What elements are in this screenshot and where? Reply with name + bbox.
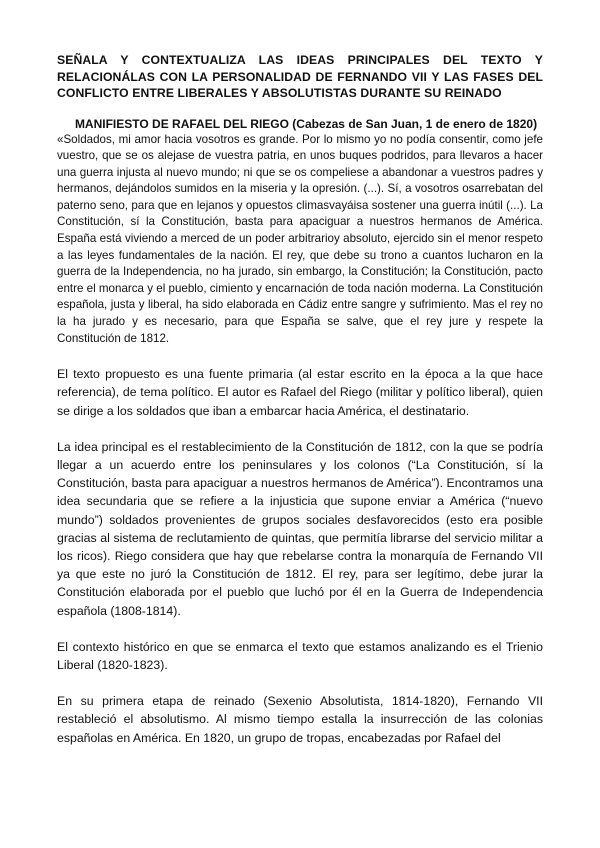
paragraph-reign: En su primera etapa de reinado (Sexenio Absolutista, 1814-1820), Fernando VII restableció el absolutismo. Al mismo tiempo estalla la insurrección de las colonias españolas en América. En 1820, un grupo de tropas, encabezadas por Rafael del <box>57 694 543 745</box>
document-title: SEÑALA Y CONTEXTUALIZA LAS IDEAS PRINCIPALES DEL TEXTO Y RELACIONÁLAS CON LA PERSONALIDAD DE FERNANDO VII Y LAS FASES DEL CONFLICTO ENTRE LIBERALES Y ABSOLUTISTAS DURANTE SU REINADO <box>57 53 543 100</box>
paragraph-context: El contexto histórico en que se enmarca el texto que estamos analizando es el Trienio Liberal (1820-1823). <box>57 639 543 673</box>
paragraph-source: El texto propuesto es una fuente primaria (al estar escrito en la época a la que hace referencia), de tema político. El autor es Rafael del Riego (militar y político liberal), quien se dirige a los soldados que iban a embarcar hacia América, el destinatario. <box>57 367 543 418</box>
paragraph-main-idea: La idea principal es el restablecimiento de la Constitución de 1812, con la que se podría llegar a un acuerdo entre los peninsulares y los colonos (“La Constitución, sí la Constitución, basta para apaciguar a nuestros hermanos de América”). Encontramos una idea secundaria que se refiere a la injusticia que supone enviar a América (“nuevo mundo”) soldados provenientes de grupos sociales desfavorecidos (esto era posible gracias al sistema de reclutamiento de quintas, que permitía librarse del servicio militar a los ricos). Riego considera que hay que rebelarse contra la monarquía de Fernando VII ya que este no juró la Constitución de 1812. El rey, para ser legítimo, debe jurar la Constitución elaborada por el pueblo que luchó por él en la Guerra de Independencia española (1808-1814). <box>57 439 543 618</box>
manifesto-heading: MANIFIESTO DE RAFAEL DEL RIEGO (Cabezas de San Juan, 1 de enero de 1820) <box>74 116 538 131</box>
document-page <box>57 52 543 765</box>
manifesto-quote: «Soldados, mi amor hacia vosotros es grande. Por lo mismo yo no podía consentir, como jefe vuestro, que se os alejase de vuestra patria, en unos buques podridos, para llevaros a hacer una guerra injusta al nuevo mundo; ni que se os compeliese a abandonar a vuestros padres y hermanos, dejándolos sumidos en la miseria y la opresión. (...). Sí, a vosotros osarrebatan del paterno seno, para que en lejanos y opuestos climasvayáisa sostener una guerra inútil (...). La Constitución, sí la Constitución, basta para apaciguar a nuestros hermanos de América. España está viviendo a merced de un poder arbitrarioy absoluto, ejercido sin el menor respeto a las leyes fundamentales de la nación. El rey, que debe su trono a cuantos lucharon en la guerra de la Independencia, no ha jurado, sin embargo, la Constitución; la Constitución, pacto entre el monarca y el pueblo, cimiento y encarnación de toda nación moderna. La Constitución española, justa y liberal, ha sido elaborada en Cádiz entre sangre y sufrimiento. Mas el rey no la ha jurado y es necesario, para que España se salve, que el rey jure y respete la Constitución de 1812. <box>57 132 543 345</box>
